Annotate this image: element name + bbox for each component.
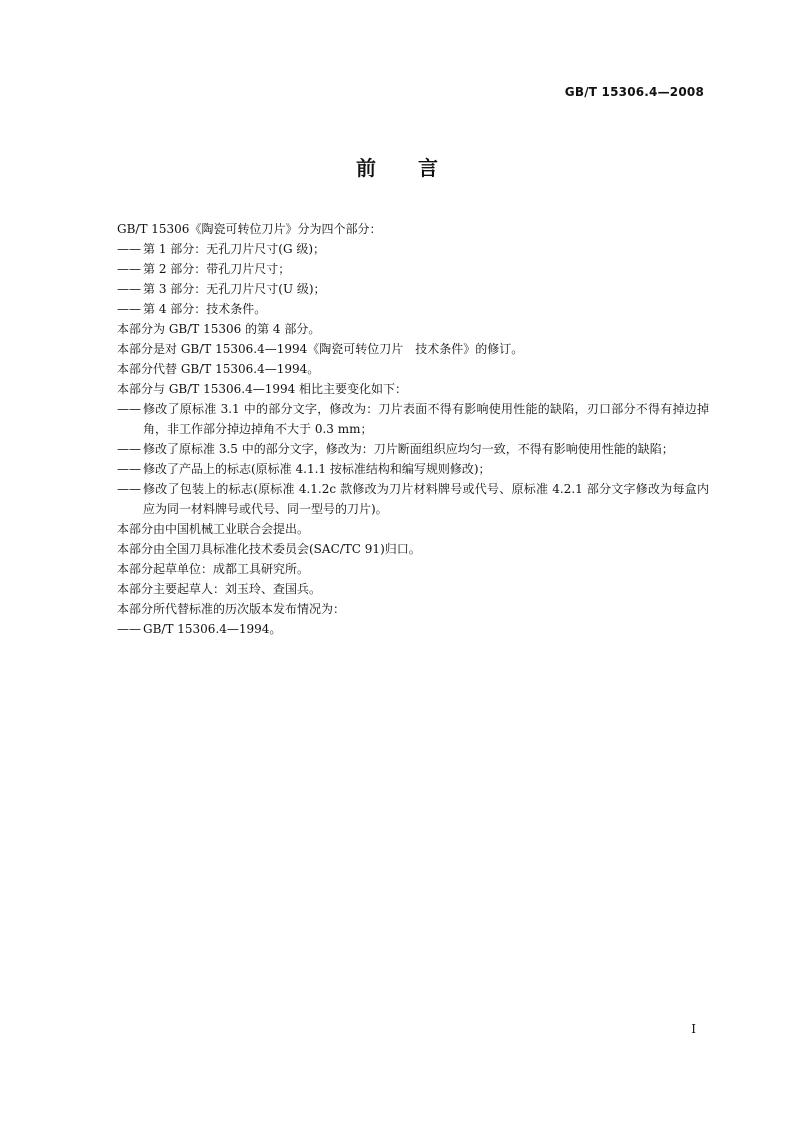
list-dash: —— xyxy=(117,282,141,296)
body-paragraph: 本部分主要起草人：刘玉玲、查国兵。 xyxy=(117,582,322,596)
dash-list-item xyxy=(117,279,709,299)
body-paragraph: 本部分所代替标准的历次版本发布情况为： xyxy=(117,602,346,616)
list-item-text: 修改了产品上的标志(原标准 4.1.1 按标准结构和编写规则修改)； xyxy=(143,462,491,476)
dash-list-item xyxy=(117,259,709,279)
dash-list-item xyxy=(117,619,709,639)
standard-number: GB/T 15306.4—2008 xyxy=(564,85,704,99)
list-item-text: 第 2 部分：带孔刀片尺寸； xyxy=(143,262,291,276)
dash-list-item xyxy=(117,479,709,519)
dash-list-item xyxy=(117,459,709,479)
list-item-text: 第 4 部分：技术条件。 xyxy=(143,302,267,316)
dash-list-item xyxy=(117,299,709,319)
list-dash: —— xyxy=(117,262,141,276)
body-paragraph: 本部分起草单位：成都工具研究所。 xyxy=(117,562,310,576)
list-dash: —— xyxy=(117,622,141,636)
list-item-text: 修改了原标准 3.1 中的部分文字，修改为：刀片表面不得有影响使用性能的缺陷，刃口部分不得有掉边掉角，非工作部分掉边掉角不大于 0.3 mm； xyxy=(143,402,709,436)
list-dash: —— xyxy=(117,442,141,456)
list-item-text: 第 3 部分：无孔刀片尺寸(U 级)； xyxy=(143,282,326,296)
list-dash: —— xyxy=(117,462,141,476)
body-paragraph: 本部分是对 GB/T 15306.4—1994《陶瓷可转位刀片 技术条件》的修订。 xyxy=(117,342,524,356)
list-dash: —— xyxy=(117,402,141,416)
dash-list-item xyxy=(117,439,709,459)
list-item-text: 修改了原标准 3.5 中的部分文字，修改为：刀片断面组织应均匀一致，不得有影响使用性能的缺陷； xyxy=(143,442,674,456)
body-paragraph: 本部分由全国刀具标准化技术委员会(SAC/TC 91)归口。 xyxy=(117,542,421,556)
body-paragraph: 本部分与 GB/T 15306.4—1994 相比主要变化如下： xyxy=(117,382,408,396)
dash-list-item xyxy=(117,239,709,259)
body-paragraph: 本部分代替 GB/T 15306.4—1994。 xyxy=(117,362,320,376)
dash-list-item xyxy=(117,399,709,439)
body-paragraph: 本部分由中国机械工业联合会提出。 xyxy=(117,522,310,536)
page-number: I xyxy=(691,1022,696,1036)
body-paragraph: 本部分为 GB/T 15306 的第 4 部分。 xyxy=(117,322,321,336)
page-title: 前言 xyxy=(356,156,480,180)
list-dash: —— xyxy=(117,242,141,256)
list-item-text: 第 1 部分：无孔刀片尺寸(G 级)； xyxy=(143,242,326,256)
list-dash: —— xyxy=(117,302,141,316)
body-paragraph: GB/T 15306《陶瓷可转位刀片》分为四个部分： xyxy=(117,222,382,236)
list-dash: —— xyxy=(117,482,141,496)
list-item-text: 修改了包装上的标志(原标准 4.1.2c 款修改为刀片材料牌号或代号、原标准 4.2.1 部分文字修改为每盒内应为同一材料牌号或代号、同一型号的刀片)。 xyxy=(143,482,709,516)
foreword-body xyxy=(117,219,709,639)
list-item-text: GB/T 15306.4—1994。 xyxy=(143,622,282,636)
